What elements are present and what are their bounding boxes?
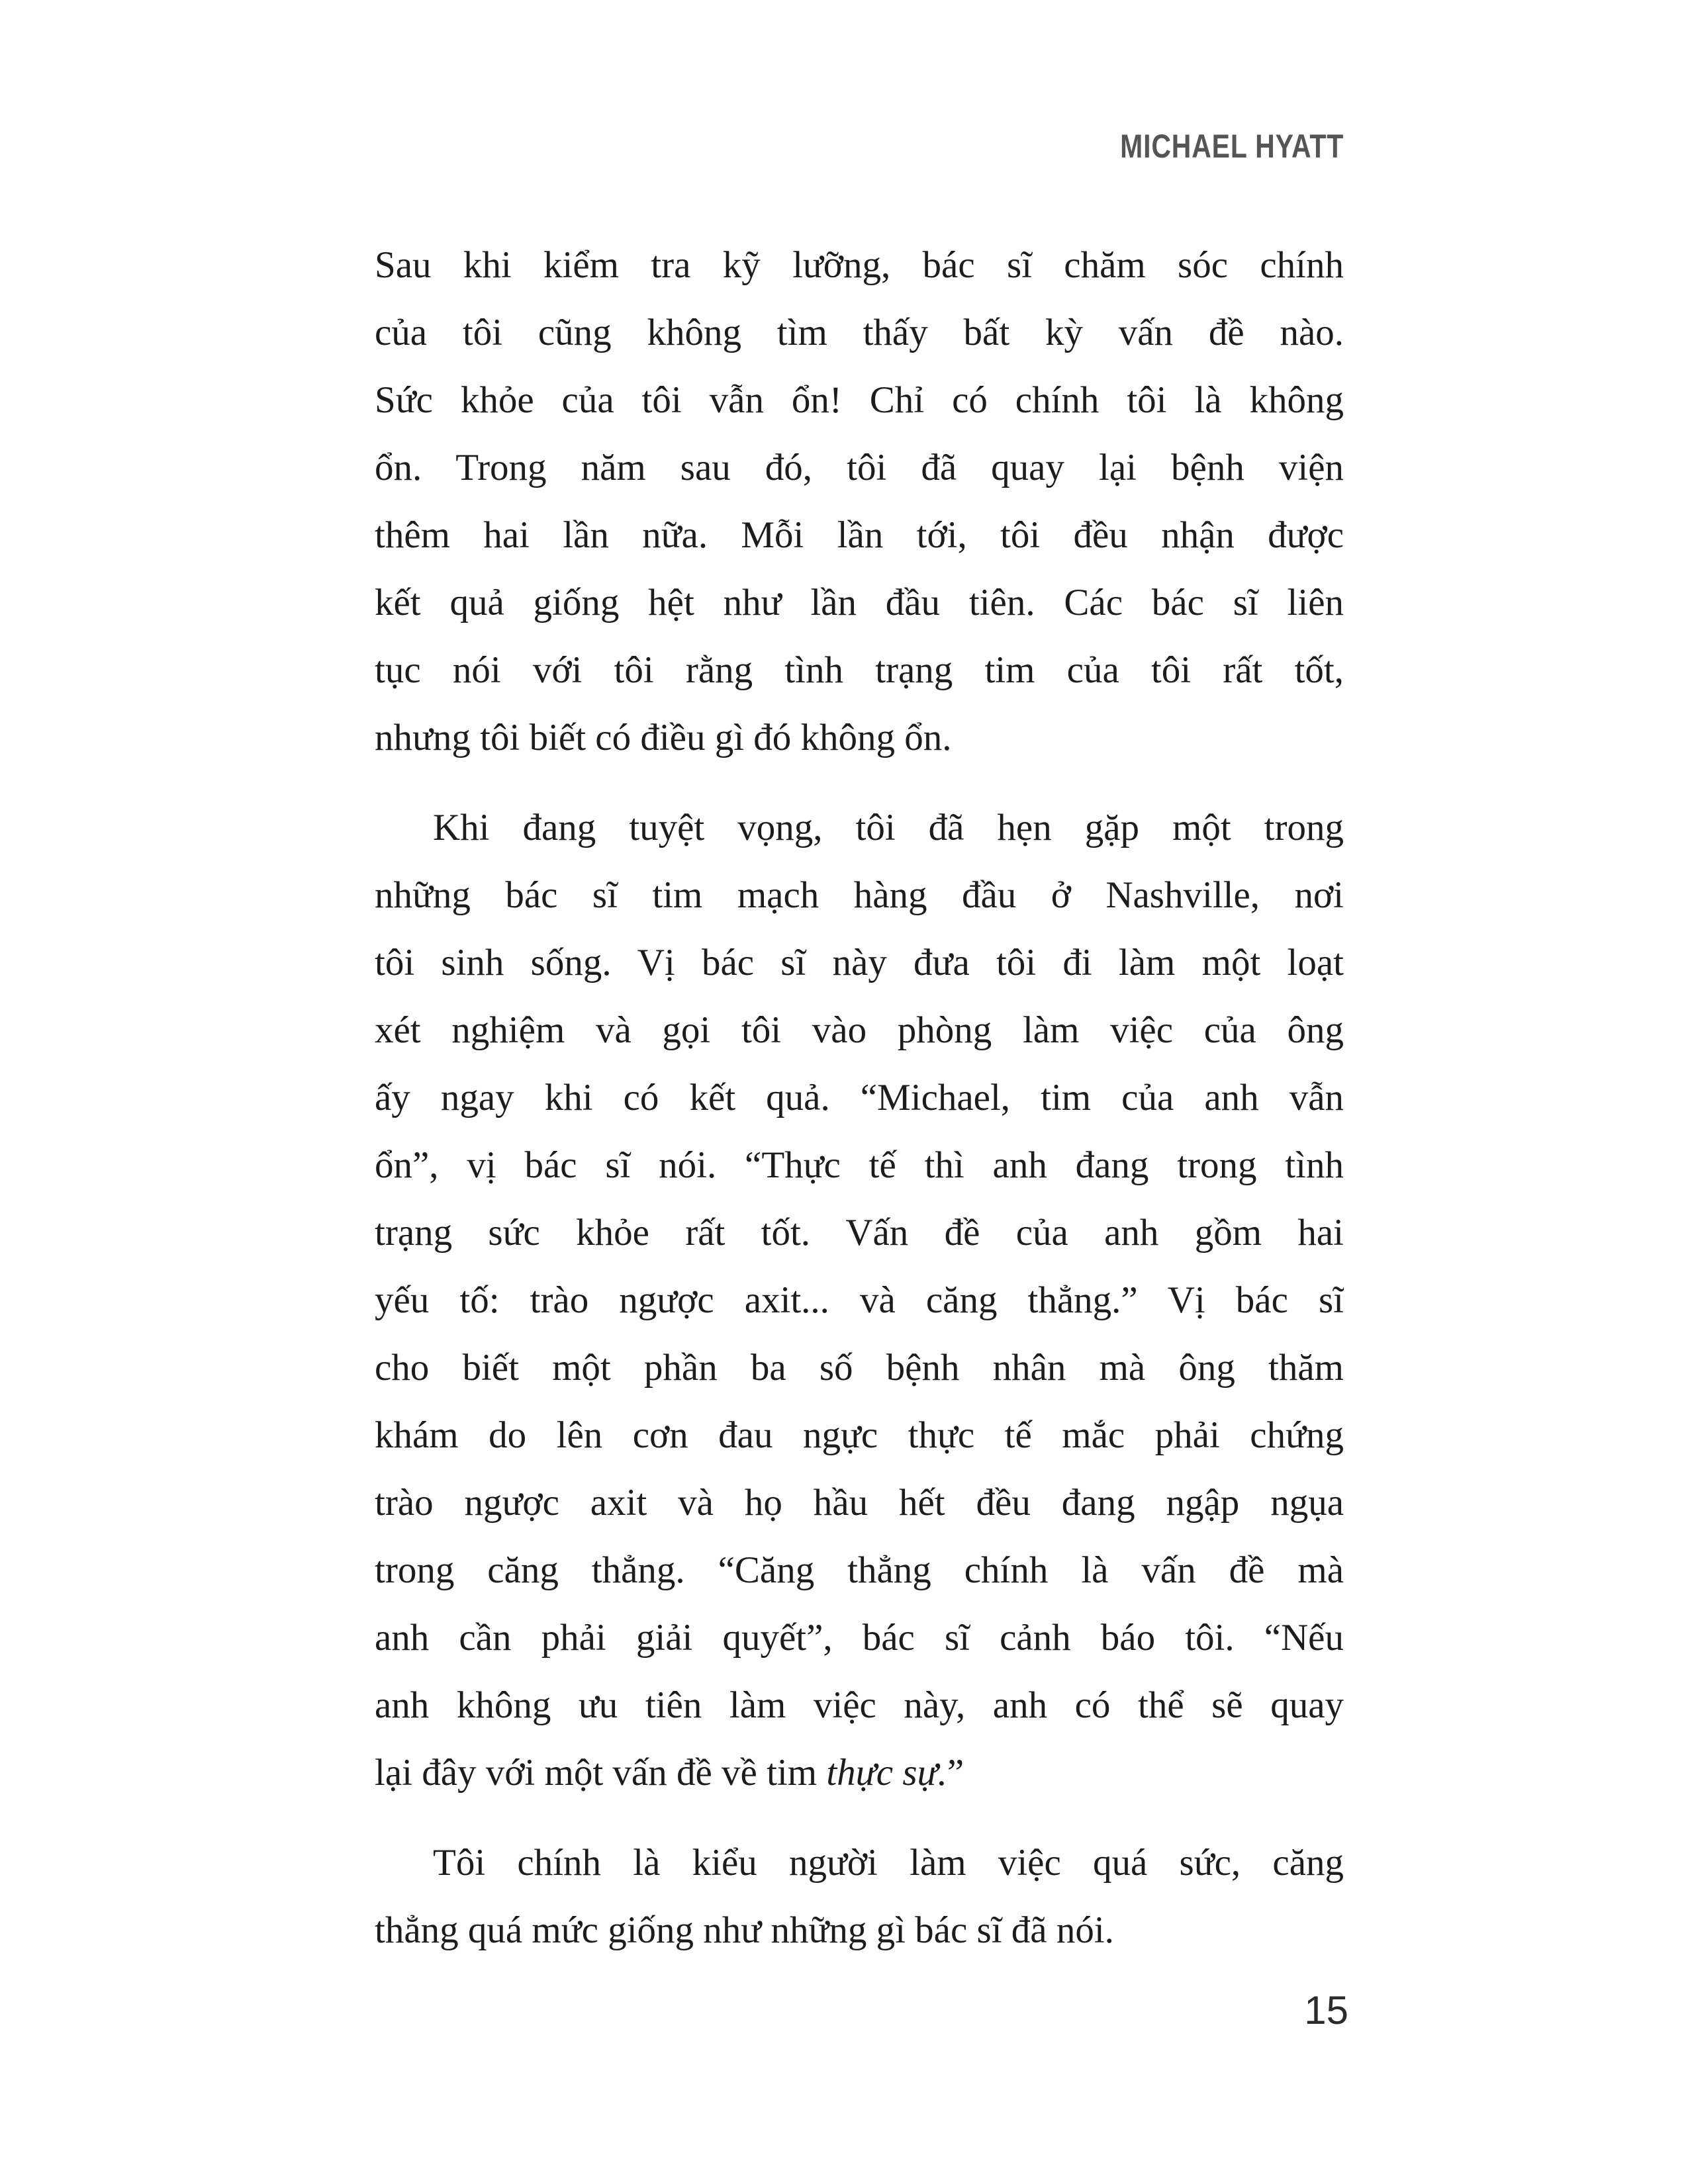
text-line xyxy=(375,1064,1344,1132)
text-segment: xét nghiệm và gọi tôi vào phòng làm việc của ông xyxy=(375,1009,1344,1051)
text-line xyxy=(375,1672,1344,1739)
text-segment: anh cần phải giải quyết”, bác sĩ cảnh báo tôi. “Nếu xyxy=(375,1617,1344,1659)
paragraph xyxy=(375,1829,1344,1964)
text-segment: cho biết một phần ba số bệnh nhân mà ông thăm xyxy=(375,1347,1344,1388)
text-line xyxy=(375,1267,1344,1334)
text-line xyxy=(375,862,1344,929)
text-segment: ổn. Trong năm sau đó, tôi đã quay lại bệnh viện xyxy=(375,447,1344,488)
text-segment: trạng sức khỏe rất tốt. Vấn đề của anh gồm hai xyxy=(375,1212,1344,1253)
text-segment: thêm hai lần nữa. Mỗi lần tới, tôi đều nhận được xyxy=(375,514,1344,556)
paragraph xyxy=(375,232,1344,772)
text-segment: yếu tố: trào ngược axit... và căng thẳng.” Vị bác sĩ xyxy=(375,1279,1344,1321)
text-line xyxy=(375,232,1344,299)
text-line xyxy=(375,1829,1344,1897)
text-segment: Sau khi kiểm tra kỹ lưỡng, bác sĩ chăm sóc chính xyxy=(375,244,1344,286)
text-line xyxy=(375,569,1344,637)
text-line xyxy=(375,1132,1344,1199)
text-segment: Sức khỏe của tôi vẫn ổn! Chỉ có chính tôi là không xyxy=(375,379,1344,421)
text-segment: ” xyxy=(947,1752,964,1794)
text-segment: Khi đang tuyệt vọng, tôi đã hẹn gặp một trong xyxy=(433,807,1344,848)
text-segment: nhưng tôi biết có điều gì đó không ổn. xyxy=(375,717,952,758)
text-segment: trong căng thẳng. “Căng thẳng chính là vấn đề mà xyxy=(375,1549,1344,1591)
page-number: 15 xyxy=(1304,1988,1348,2032)
text-line xyxy=(375,434,1344,502)
text-line xyxy=(375,1199,1344,1267)
body-text xyxy=(375,232,1344,1964)
text-segment: những bác sĩ tim mạch hàng đầu ở Nashville, nơi xyxy=(375,874,1344,916)
text-line xyxy=(375,794,1344,862)
text-segment: ổn”, vị bác sĩ nói. “Thực tế thì anh đang trong tình xyxy=(375,1144,1344,1186)
text-line xyxy=(375,1537,1344,1604)
text-segment: lại đây với một vấn đề về tim xyxy=(375,1752,827,1794)
text-line xyxy=(375,704,1344,772)
text-line xyxy=(375,1739,1344,1807)
text-line xyxy=(375,502,1344,569)
text-segment: trào ngược axit và họ hầu hết đều đang ngập ngụa xyxy=(375,1482,1344,1524)
text-line xyxy=(375,1469,1344,1537)
text-line xyxy=(375,1334,1344,1402)
text-segment: của tôi cũng không tìm thấy bất kỳ vấn đề nào. xyxy=(375,312,1344,353)
text-segment: anh không ưu tiên làm việc này, anh có thể sẽ quay xyxy=(375,1684,1344,1726)
text-segment: ấy ngay khi có kết quả. “Michael, tim của anh vẫn xyxy=(375,1077,1344,1118)
paragraph xyxy=(375,794,1344,1807)
text-segment: tục nói với tôi rằng tình trạng tim của tôi rất tốt, xyxy=(375,649,1344,691)
text-segment: tôi sinh sống. Vị bác sĩ này đưa tôi đi làm một loạt xyxy=(375,942,1344,983)
text-line xyxy=(375,1604,1344,1672)
text-line xyxy=(375,929,1344,997)
text-line xyxy=(375,299,1344,367)
text-line xyxy=(375,1402,1344,1469)
text-line xyxy=(375,637,1344,704)
text-line xyxy=(375,367,1344,434)
running-header: MICHAEL HYATT xyxy=(1120,128,1344,165)
text-segment: khám do lên cơn đau ngực thực tế mắc phải chứng xyxy=(375,1414,1344,1456)
text-segment: Tôi chính là kiểu người làm việc quá sức, căng xyxy=(433,1842,1344,1884)
text-segment: thẳng quá mức giống như những gì bác sĩ đã nói. xyxy=(375,1909,1114,1951)
text-segment: kết quả giống hệt như lần đầu tiên. Các bác sĩ liên xyxy=(375,582,1344,623)
text-line xyxy=(375,997,1344,1064)
italic-text: thực sự. xyxy=(826,1752,947,1794)
text-line xyxy=(375,1897,1344,1964)
